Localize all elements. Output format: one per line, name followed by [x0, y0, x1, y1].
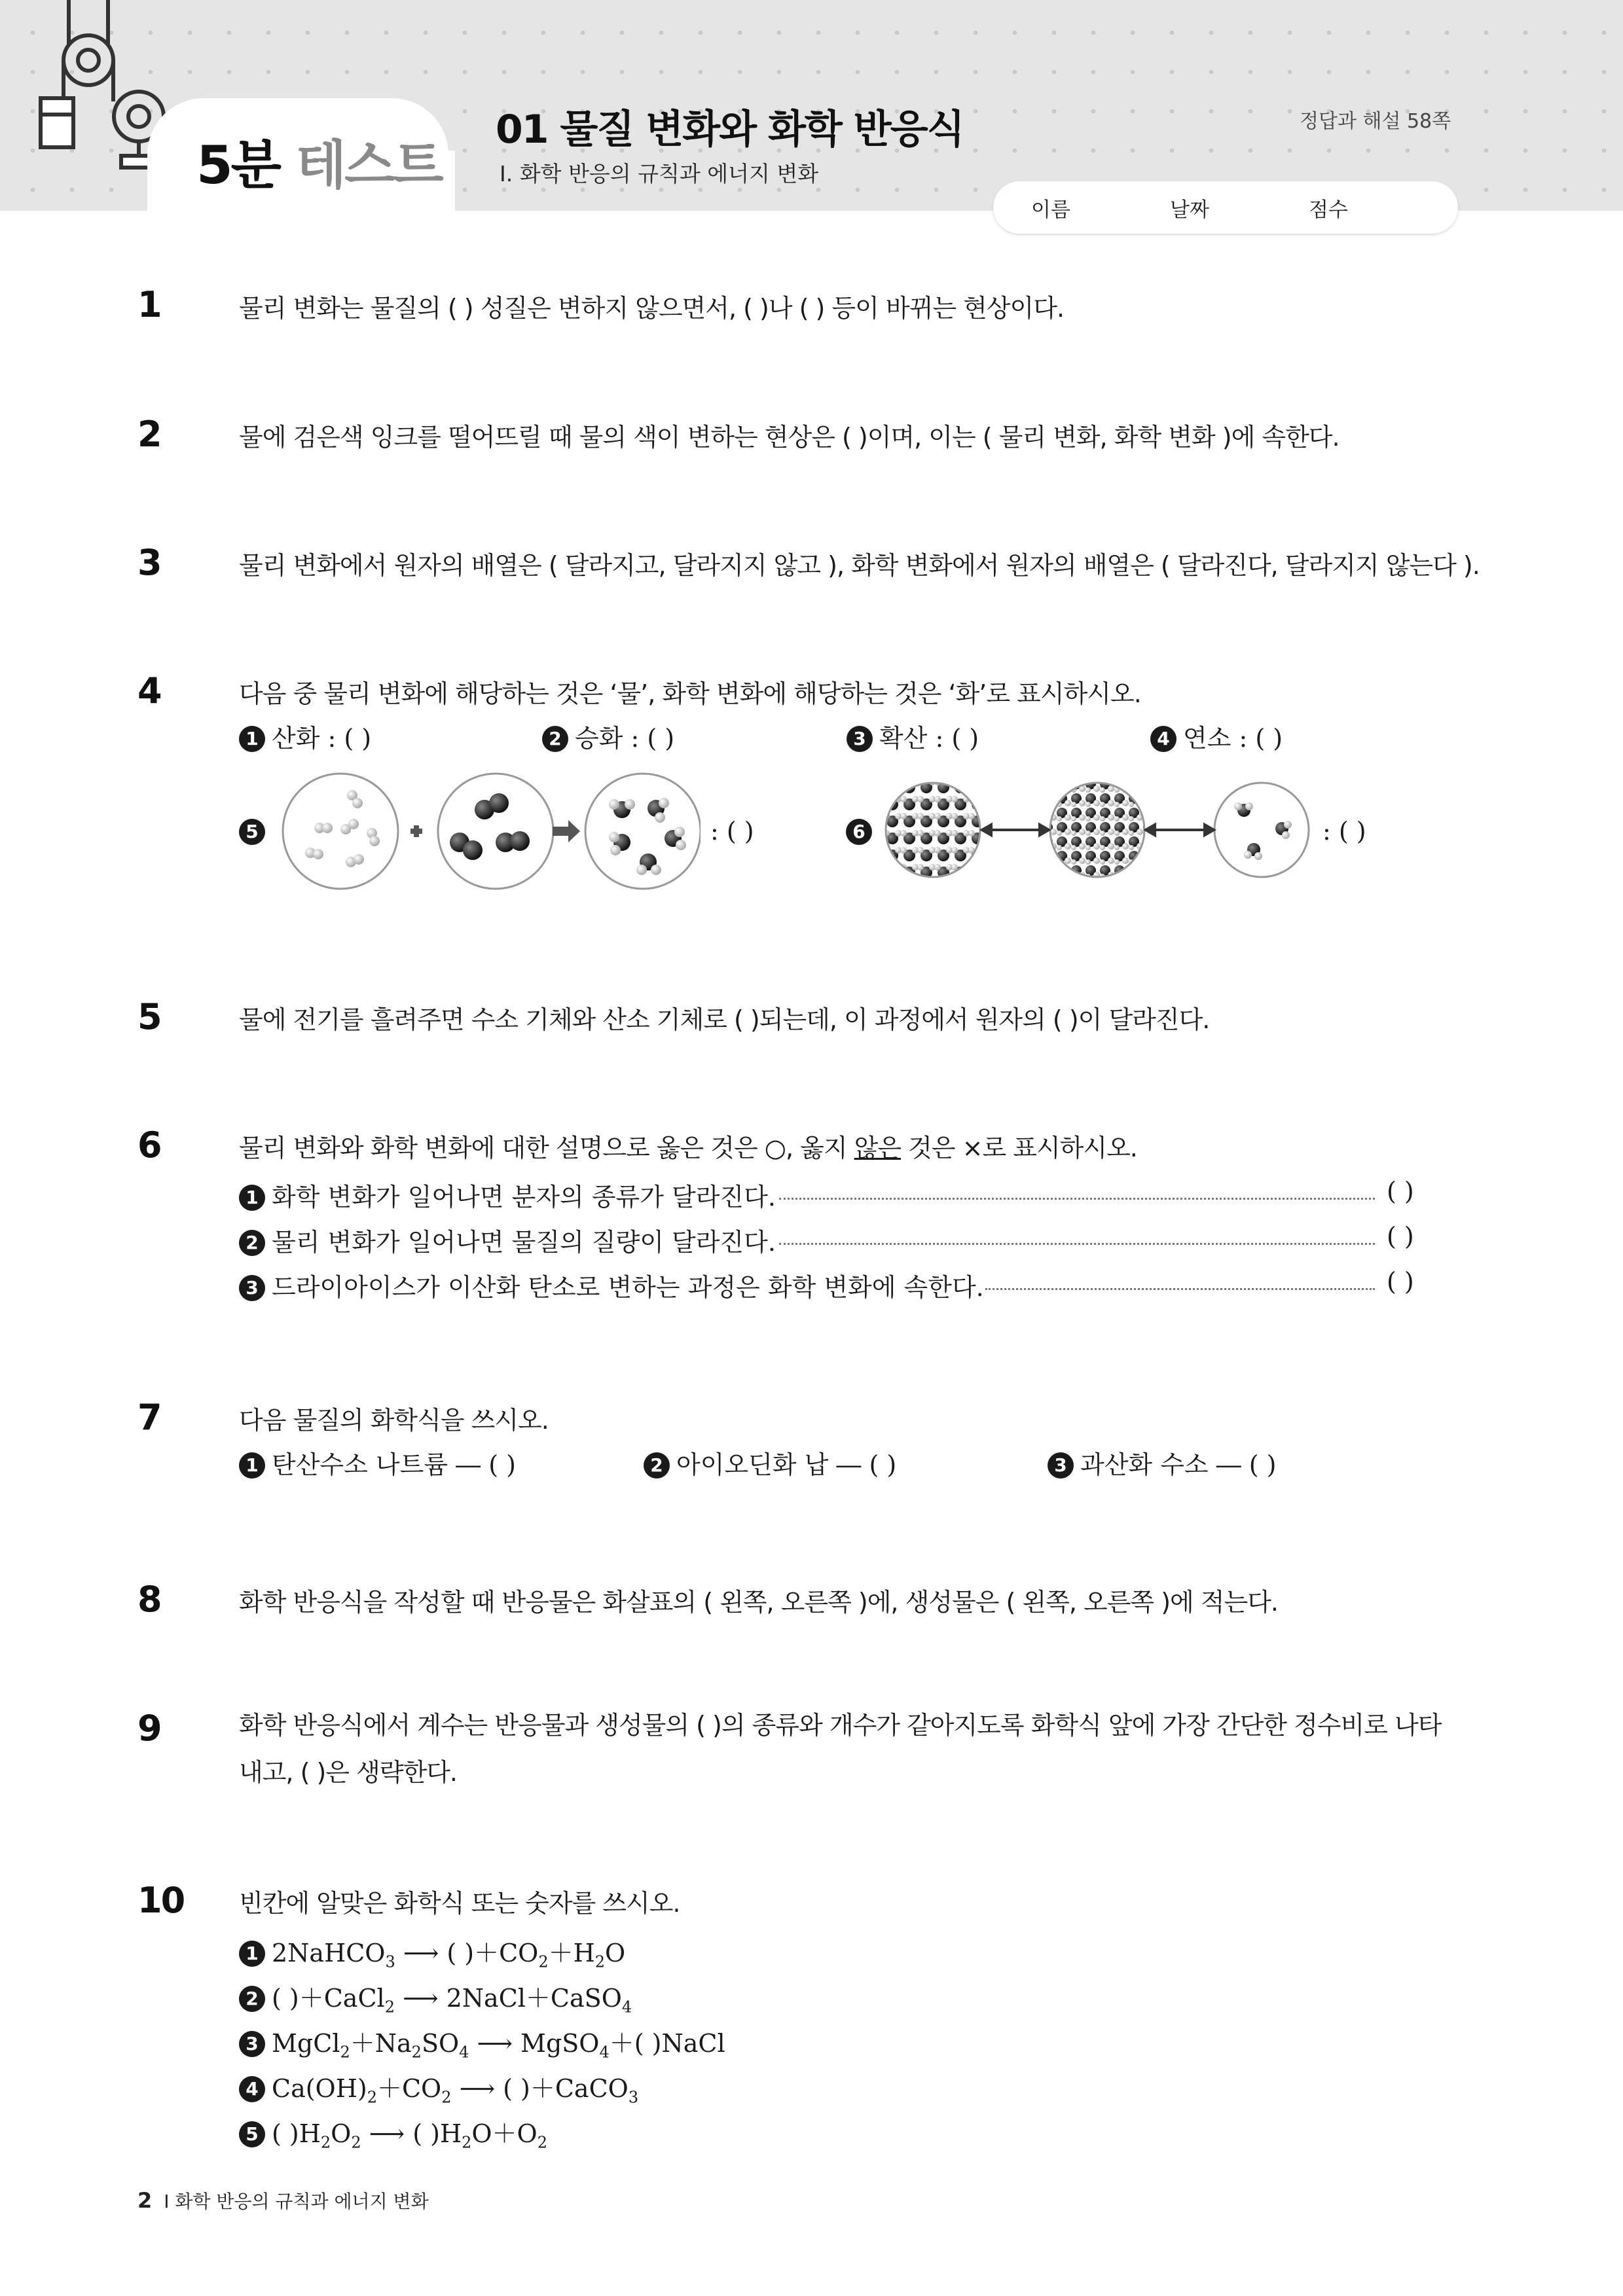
question-text: 화학 반응식을 작성할 때 반응물은 화살표의 ( 왼쪽, 오른쪽 )에, 생성물은 ( 왼쪽, 오른쪽 )에 적는다.: [239, 1588, 1279, 1617]
equation-item: 1 2NaHCO$_3$ ⟶ ( )$+CO_2+H_2O$: [239, 1933, 625, 1971]
option-item: 1 산화 : ( ): [239, 718, 371, 754]
question-text: 화학 반응식에서 계수는 반응물과 생성물의 ( )의 종류와 개수가 같아지도록 화학식 앞에 가장 간단한 정수비로 나타내고, ( )은 생략한다.: [239, 1711, 1442, 1787]
question-text: 물에 검은색 잉크를 떨어뜨릴 때 물의 색이 변하는 현상은 ( )이며, 이는 ( 물리 변화, 화학 변화 )에 속한다.: [239, 423, 1340, 452]
question-number: 9: [137, 1708, 161, 1749]
answer-blank: ( ): [1387, 1267, 1414, 1296]
equation-item: 4 $Ca(OH)_2+CO_2$ ⟶ ( )＋CaCO$_3$: [239, 2068, 638, 2107]
leader-dots: [779, 1198, 1375, 1200]
name-date-score-box: [993, 181, 1458, 234]
question-text: 물에 전기를 흘려주면 수소 기체와 산소 기체로 ( )되는데, 이 과정에서 원자의 ( )이 달라진다.: [239, 1005, 1210, 1034]
circled-number: 6: [846, 819, 872, 845]
lesson-subtitle: Ⅰ. 화학 반응의 규칙과 에너지 변화: [500, 161, 819, 187]
question-number: 10: [137, 1880, 185, 1921]
name-label: 이름: [1031, 198, 1070, 222]
question-number: 7: [137, 1397, 161, 1438]
option-item: 4 연소 : ( ): [1150, 718, 1283, 754]
answer-blank: ( ): [1387, 1222, 1414, 1251]
circled-number: 2: [644, 1452, 670, 1479]
circled-number: 3: [847, 726, 873, 752]
circled-number: 3: [239, 2031, 265, 2057]
question-number: 1: [137, 284, 161, 325]
circled-number: 2: [542, 726, 568, 752]
circled-number: 5: [239, 2121, 265, 2147]
page-footer: [137, 2187, 429, 2214]
circled-number: 4: [1150, 726, 1176, 752]
option-item: 2 승화 : ( ): [542, 718, 674, 754]
brand-title: 5분 테스트: [196, 135, 442, 196]
statement-item: 2 물리 변화가 일어나면 물질의 질량이 달라진다.: [239, 1222, 776, 1258]
circled-number: 1: [239, 1452, 265, 1479]
option-item: 3 확산 : ( ): [847, 718, 979, 754]
equation-item: 5 ( )$H_2O_2$ ⟶ ( )$H_2O+O_2$: [239, 2113, 547, 2152]
statement-item: 3 드라이아이스가 이산화 탄소로 변하는 과정은 화학 변화에 속한다.: [239, 1267, 984, 1303]
question-text: 다음 중 물리 변화에 해당하는 것은 ‘물’, 화학 변화에 해당하는 것은 ‘화’로 표시하시오.: [239, 679, 1141, 708]
page-number: 2: [137, 2188, 153, 2213]
question-text: 물리 변화와 화학 변화에 대한 설명으로 옳은 것은 ○, 옳지 않은 것은 ×로 표시하시오.: [239, 1134, 1137, 1162]
circled-number: 1: [239, 1185, 265, 1211]
footer-chapter: Ⅰ 화학 반응의 규칙과 에너지 변화: [164, 2191, 429, 2212]
question-number: 5: [137, 996, 161, 1037]
leader-dots: [779, 1243, 1375, 1245]
answer-blank: ( ): [1387, 1177, 1414, 1206]
figure-item-5: [239, 817, 272, 846]
question-text: 빈칸에 알맞은 화학식 또는 숫자를 쓰시오.: [239, 1889, 680, 1918]
circled-number: 1: [239, 1941, 265, 1967]
question-number: 3: [137, 542, 161, 583]
equation-item: 2 ( )＋CaCl$_2$ ⟶ 2NaCl＋CaSO$_4$: [239, 1978, 632, 2017]
question-text: 물리 변화는 물질의 ( ) 성질은 변하지 않으면서, ( )나 ( ) 등이 바뀌는 현상이다.: [239, 294, 1065, 323]
leader-dots: [985, 1288, 1375, 1290]
circled-number: 1: [239, 726, 265, 752]
question-number: 8: [137, 1579, 161, 1620]
option-item: 3 과산화 수소 ― ( ): [1048, 1444, 1277, 1480]
question-number: 6: [137, 1124, 161, 1166]
circled-number: 5: [239, 819, 265, 845]
molecule-reaction-figure: [268, 769, 701, 893]
question-text: 물리 변화에서 원자의 배열은 ( 달라지고, 달라지지 않고 ), 화학 변화에서 원자의 배열은 ( 달라진다, 달라지지 않는다 ).: [239, 551, 1480, 580]
circled-number: 3: [239, 1275, 265, 1301]
score-label: 점수: [1309, 198, 1348, 222]
lesson-title: 01 물질 변화와 화학 반응식: [496, 107, 964, 152]
option-item: 2 아이오딘화 납 ― ( ): [644, 1444, 896, 1480]
answer-blank: : ( ): [1322, 817, 1366, 846]
circled-number: 3: [1048, 1452, 1074, 1479]
statement-item: 1 화학 변화가 일어나면 분자의 종류가 달라진다.: [239, 1177, 776, 1213]
answer-blank: : ( ): [710, 817, 754, 846]
question-number: 2: [137, 414, 161, 455]
option-item: 1 탄산수소 나트륨 ― ( ): [239, 1444, 516, 1480]
circled-number: 2: [239, 1230, 265, 1256]
circled-number: 4: [239, 2076, 265, 2102]
question-number: 4: [137, 670, 161, 711]
equation-item: 3 $MgCl_2+Na_2SO_4$ ⟶ MgSO$_4$＋( )NaCl: [239, 2023, 725, 2062]
figure-item-6: [846, 817, 879, 846]
states-of-matter-figure: [884, 779, 1322, 884]
question-text: 다음 물질의 화학식을 쓰시오.: [239, 1406, 549, 1435]
answer-reference: 정답과 해설 58쪽: [1300, 110, 1451, 133]
date-label: 날짜: [1170, 198, 1209, 222]
circled-number: 2: [239, 1986, 265, 2012]
